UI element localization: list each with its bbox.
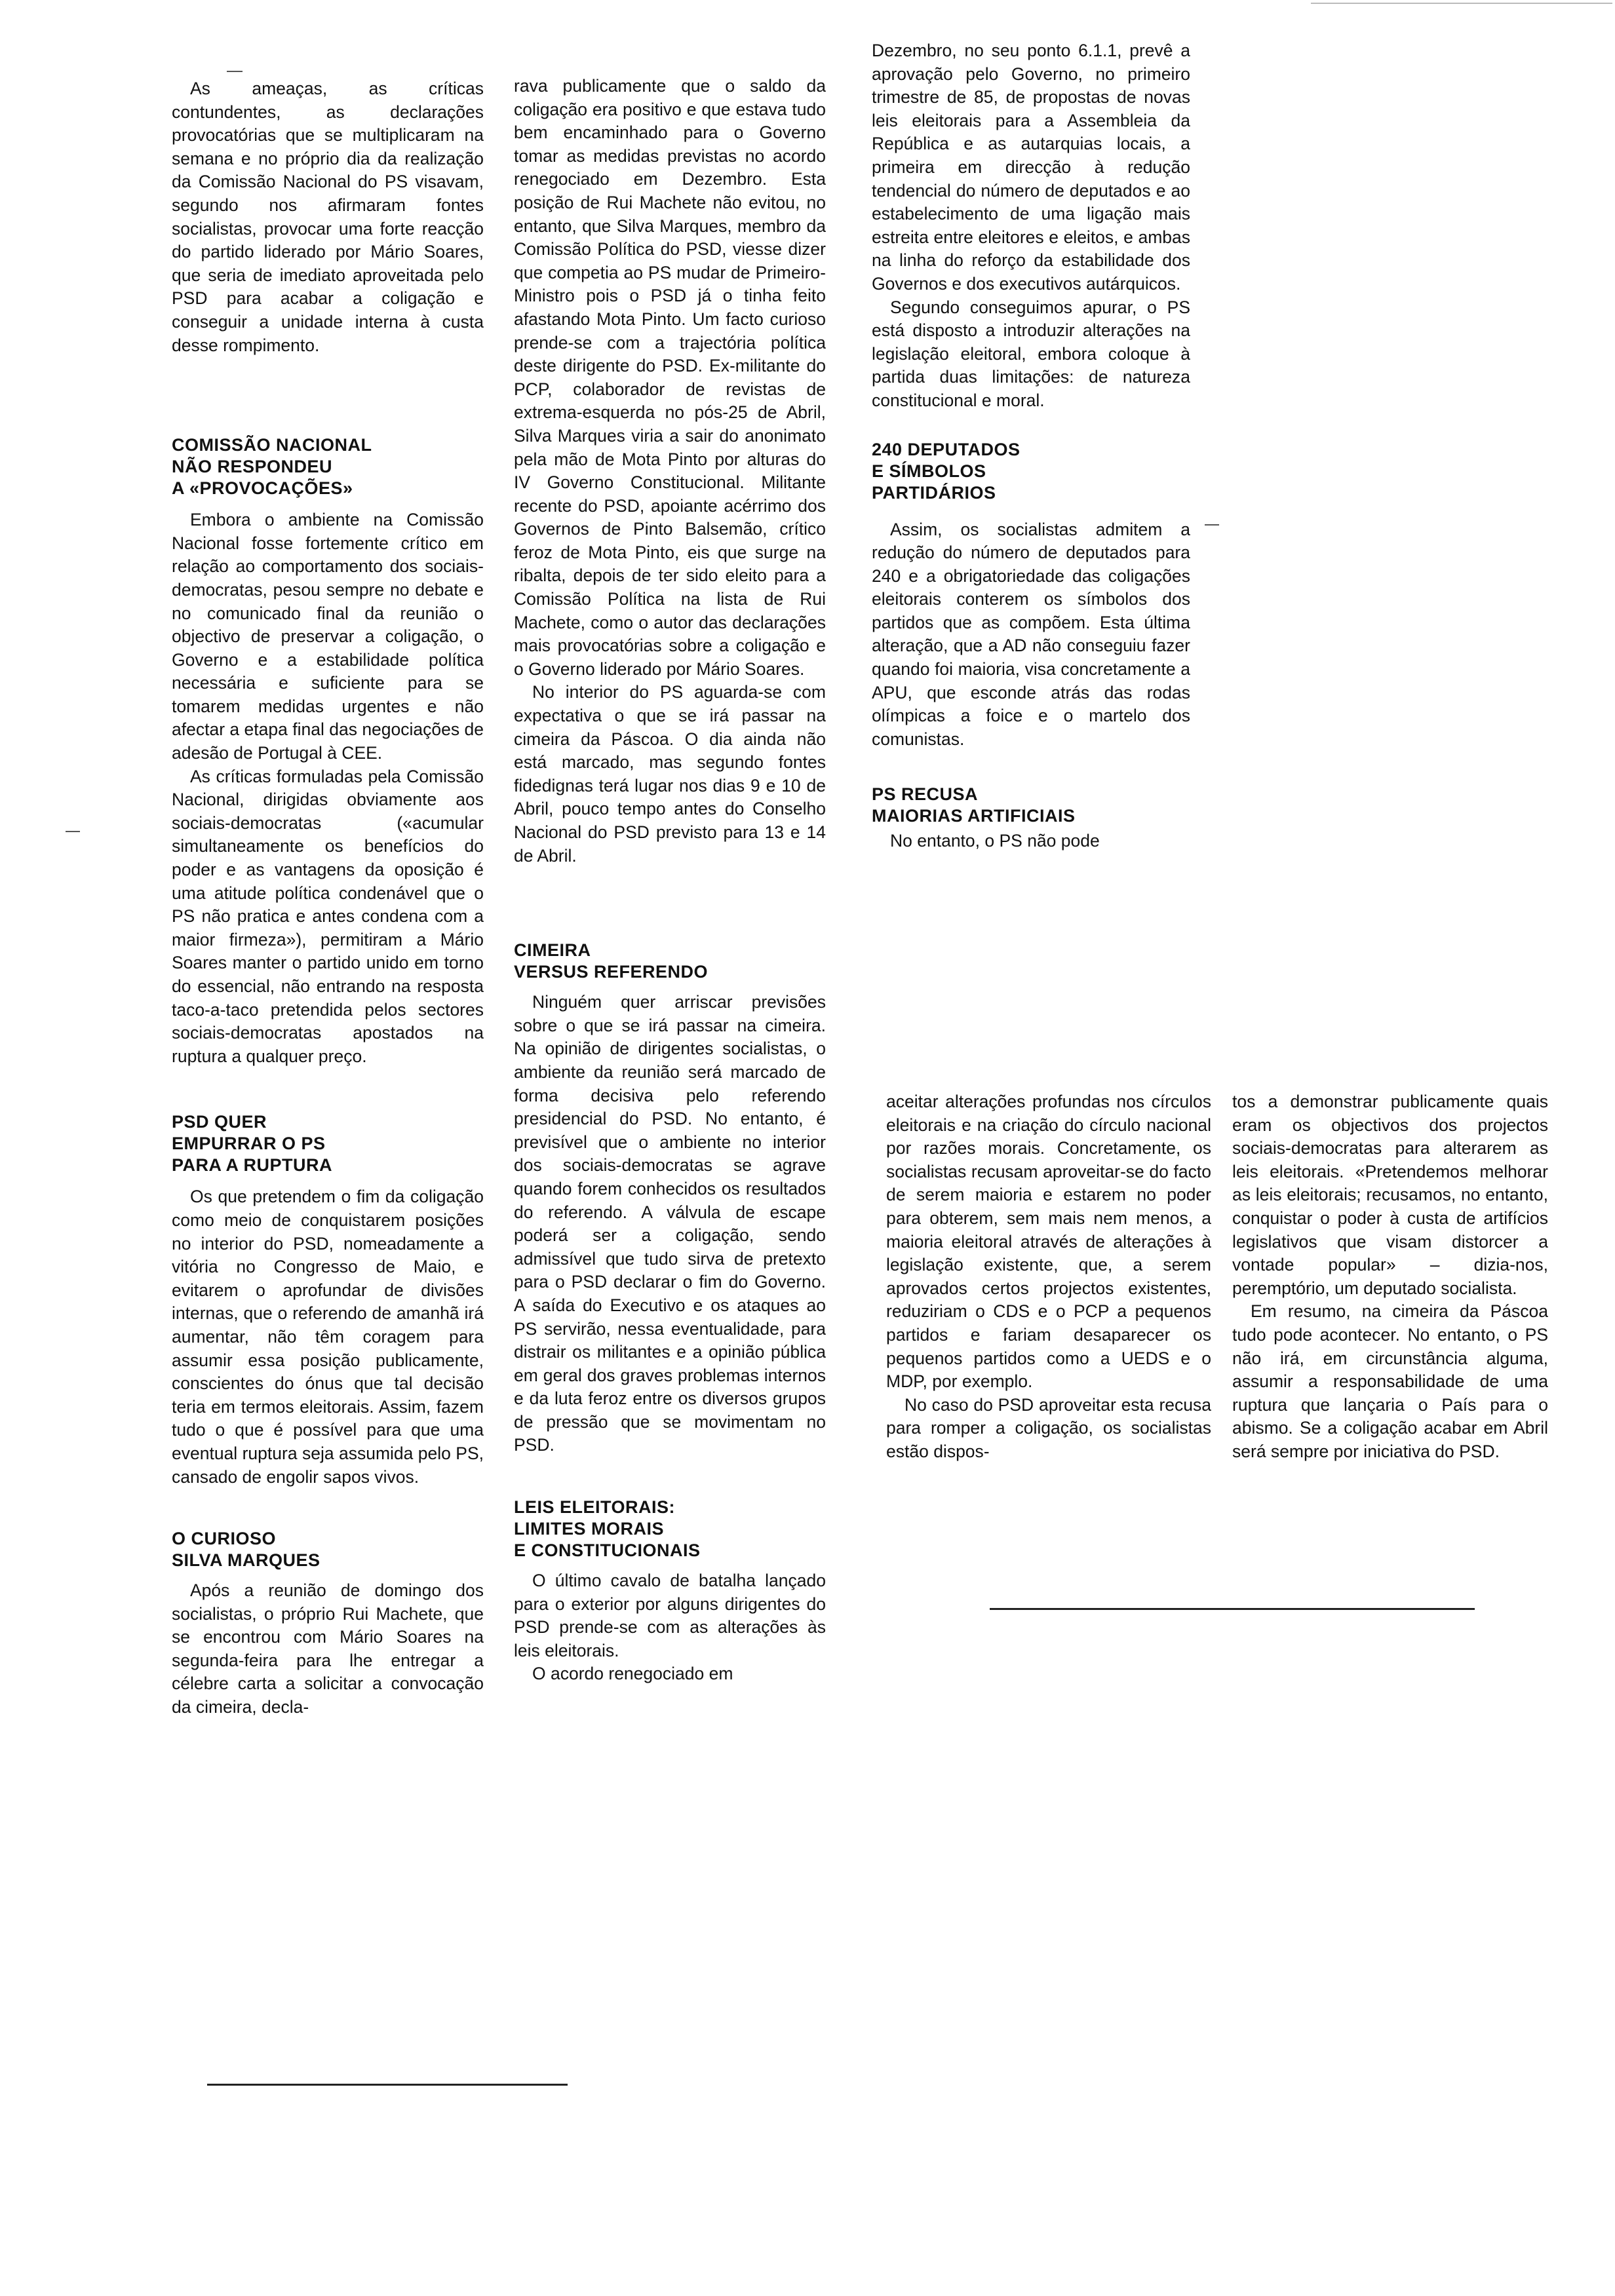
paragraph: No interior do PS aguarda-se com expectativa o que se irá passar na cimeira da Páscoa. O dia ainda não está marcado, mas segundo fontes fidedignas terá lugar nos dias 9 e 10 de Abril, pouco tempo antes do Conselho Nacional do PSD previsto para 13 e 14 de Abril. (514, 682, 826, 866)
paragraph: tos a demonstrar publicamente quais eram os objectivos dos projectos sociais-democratas para alterarem as leis eleitorais. «Pretendemos melhorar as leis eleitorais; recusamos, no entanto, conquistar o poder à custa de artifícios legislativos que visam distorcer a vontade popular» – dizia-nos, peremptório, um deputado socialista. (1232, 1092, 1548, 1298)
subheading: 240 DEPUTADOS E SÍMBOLOS PARTIDÁRIOS (872, 439, 1021, 503)
scan-mark (227, 71, 243, 72)
paragraph: aceitar alterações profundas nos círculos eleitorais e na criação do círculo nacional por razões morais. Concretamente, os socialistas recusam aproveitar-se do facto de serem maioria e estarem no poder para obterem, sem mais nem menos, a maioria eleitoral através de alterações à legislação existente, que, a serem aprovados certos projectos existentes, reduziriam o CDS e o PCP a pequenos partidos e fariam desaparecer os pequenos partidos como a UEDS e o MDP, por exemplo. (886, 1092, 1211, 1392)
column-3-continued (886, 1090, 1211, 1464)
paragraph: O acordo renegociado em (532, 1664, 733, 1684)
scan-mark (1311, 3, 1612, 4)
article-end-rule (990, 1608, 1475, 1610)
paragraph: Em resumo, na cimeira da Páscoa tudo pode acontecer. No entanto, o PS não irá, em circunstância alguma, assumir a responsabilidade de uma ruptura que lançaria o País para o abismo. Se a coligação acabar em Abril será sempre por iniciativa do PSD. (1232, 1301, 1548, 1461)
paragraph: As críticas formuladas pela Comissão Nacional, dirigidas obviamente aos sociais-democratas («acumular simultaneamente os benefícios do poder e as vantagens da oposição é uma atitude política condenável que o PS não pratica e antes condena com a maior firmeza»), permitiram a Mário Soares manter o partido unido em torno do essencial, não entrando na resposta taco-a-taco pretendida pelos sectores sociais-democratas apostados na ruptura a qualquer preço. (172, 766, 484, 1066)
scan-mark (66, 831, 80, 832)
paragraph: Segundo conseguimos apurar, o PS está disposto a introduzir alterações na legislação eleitoral, embora coloque à partida duas limitações: de natureza constitucional e moral. (872, 297, 1190, 410)
paragraph: Dezembro, no seu ponto 6.1.1, prevê a aprovação pelo Governo, no primeiro trimestre de 85, de propostas de novas leis eleitorais para a Assembleia da República e as autarquias locais, a primeira em direcção à redução tendencial do número de deputados e ao estabelecimento de uma ligação mais estreita entre eleitores e eleitos, e ambas na linha do reforço da estabilidade dos Governos e dos executivos autárquicos. (872, 41, 1190, 294)
column-2 (514, 75, 826, 1686)
paragraph: Os que pretendem o fim da coligação como meio de conquistarem posições no interior do PSD, nomeadamente a vitória no Congresso de Maio, e evitarem o aprofundar de divisões internas, que o referendo de amanhã irá aumentar, não têm coragem para assumir essa posição publicamente, conscientes do ónus que tal decisão teria em termos eleitorais. Assim, fazem tudo o que é possível para que uma eventual ruptura seja assumida pelo PS, cansado de engolir sapos vivos. (172, 1187, 484, 1487)
paragraph: O último cavalo de batalha lançado para o exterior por alguns dirigentes do PSD prende-se com as alterações às leis eleitorais. (514, 1571, 826, 1660)
paragraph: As ameaças, as críticas contundentes, as declarações provocatórias que se multiplicaram na semana e no próprio dia da realização da Comissão Nacional do PS visavam, segundo nos afirmaram fontes socialistas, provocar uma forte reacção do partido liderado por Mário Soares, que seria de imediato aproveitada pelo PSD para acabar a coligação e conseguir a unidade interna à custa desse rompimento. (172, 79, 484, 355)
scan-mark (1205, 524, 1219, 526)
subheading: LEIS ELEITORAIS: LIMITES MORAIS E CONSTITUCIONAIS (514, 1497, 701, 1561)
subheading: PS RECUSA MAIORIAS ARTIFICIAIS (872, 784, 1076, 826)
column-3 (872, 39, 1190, 853)
column-1 (172, 77, 484, 1719)
paragraph: No caso do PSD aproveitar esta recusa para romper a coligação, os socialistas estão dispos- (886, 1394, 1211, 1461)
subheading: COMISSÃO NACIONAL NÃO RESPONDEU A «PROVOCAÇÕES» (172, 435, 372, 499)
subheading: PSD QUER EMPURRAR O PS PARA A RUPTURA (172, 1112, 332, 1176)
paragraph: Após a reunião de domingo dos socialistas, o próprio Rui Machete, que se encontrou com Mário Soares na segunda-feira para lhe entregar a célebre carta a solicitar a convocação da cimeira, decla- (172, 1580, 484, 1717)
paragraph: No entanto, o PS não pode (890, 831, 1100, 851)
column-end-rule (207, 2084, 568, 2086)
subheading: CIMEIRA VERSUS REFERENDO (514, 940, 709, 982)
paragraph: Ninguém quer arriscar previsões sobre o que se irá passar na cimeira. Na opinião de dirigentes socialistas, o ambiente da reunião será marcado de forma decisiva pelo referendo presidencial do PSD. No entanto, é previsível que o ambiente no interior dos sociais-democratas se agrave quando forem conhecidos os resultados do referendo. A válvula de escape poderá ser a coligação, sendo admissível que tudo sirva de pretexto para o PSD declarar o fim do Governo. A saída do Executivo e os ataques ao PS servirão, nessa eventualidade, para distrair os militantes e a opinião pública em geral dos graves problemas internos e da luta feroz entre os diversos grupos de pressão que se movimentam no PSD. (514, 992, 826, 1455)
paragraph: Embora o ambiente na Comissão Nacional fosse fortemente crítico em relação ao comportamento dos sociais-democratas, pesou sempre no debate e no comunicado final da reunião o objectivo de preservar a coligação, o Governo e a estabilidade política necessária e suficiente para se tomarem medidas urgentes e não afectar a etapa final das negociações de adesão de Portugal à CEE. (172, 510, 484, 763)
column-4 (1232, 1090, 1548, 1464)
paragraph: Assim, os socialistas admitem a redução do número de deputados para 240 e a obrigatoriedade das coligações eleitorais conterem os símbolos dos partidos que as compõem. Esta última alteração, que a AD não conseguiu fazer quando foi maioria, visa concretamente a APU, que esconde atrás das rodas olímpicas a foice e o martelo dos comunistas. (872, 519, 1190, 749)
paragraph: rava publicamente que o saldo da coligação era positivo e que estava tudo bem encaminhado para o Governo tomar as medidas previstas no acordo renegociado em Dezembro. Esta posição de Rui Machete não evitou, no entanto, que Silva Marques, membro da Comissão Política do PSD, viesse dizer que competia ao PS mudar de Primeiro-Ministro pois o PSD já o tinha feito afastando Mota Pinto. Um facto curioso prende-se com a trajectória política deste dirigente do PSD. Ex-militante do PCP, colaborador de revistas de extrema-esquerda no pós-25 de Abril, Silva Marques viria a sair do anonimato pela mão de Mota Pinto por alturas do IV Governo Constitucional. Militante recente do PSD, apoiante acérrimo dos Governos de Pinto Balsemão, crítico feroz de Mota Pinto, eis que surge na ribalta, depois de ter sido eleito para a Comissão Política na lista de Rui Machete, como o autor das declarações mais provocatórias sobre a coligação e o Governo liderado por Mário Soares. (514, 76, 826, 679)
subheading: O CURIOSO SILVA MARQUES (172, 1529, 321, 1571)
